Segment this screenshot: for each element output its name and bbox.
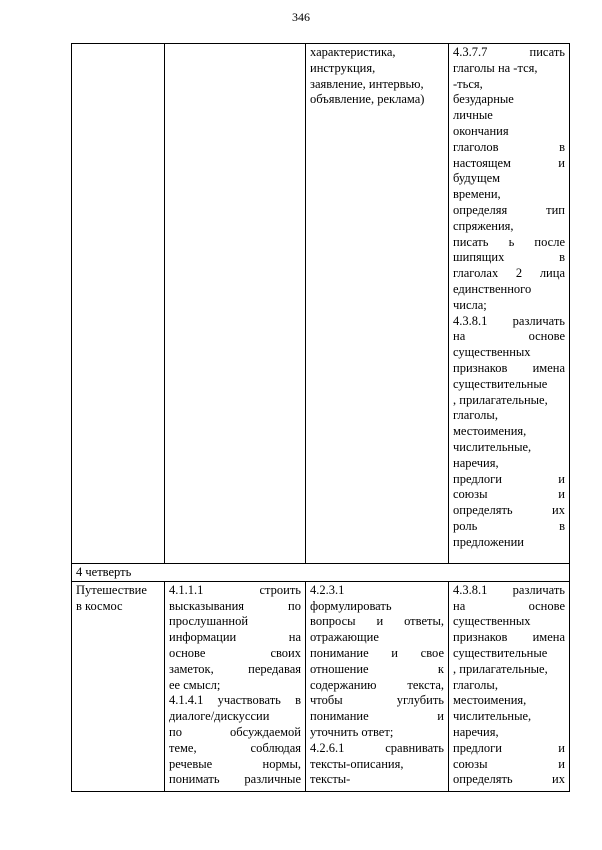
text-line: спряжения, — [453, 218, 514, 233]
text-line: писать ь после — [453, 234, 565, 249]
text-line: понимать различные — [169, 772, 301, 787]
text-line: , прилагательные, — [453, 392, 548, 407]
theme-cell — [72, 581, 165, 791]
theme-cell — [72, 44, 165, 564]
text-line: окончания — [453, 123, 509, 138]
text-line: глаголах 2 лица — [453, 266, 565, 281]
text-line: наречия, — [453, 455, 499, 470]
text-line: роль в — [453, 518, 565, 533]
text-line: 4.3.8.1 различать — [453, 582, 565, 597]
text-line: настоящем и — [453, 155, 565, 170]
text-line: 4.3.8.1 различать — [453, 313, 565, 328]
text-line: объявление, реклама) — [310, 92, 425, 107]
text-line: диалоге/дискуссии — [169, 709, 270, 724]
text-line: ее смысл; — [169, 677, 221, 692]
text-line: высказывания по — [169, 598, 301, 613]
text-line: 4.2.3.1 — [310, 582, 345, 597]
text-line: по обсуждаемой — [169, 724, 301, 739]
text-line: глаголы, — [453, 677, 498, 692]
text-line: на основе — [453, 329, 565, 344]
text-line: инструкция, — [310, 60, 376, 75]
text-line: признаков имена — [453, 630, 565, 645]
writing-cell — [449, 581, 570, 791]
text-line: заявление, интервью, — [310, 76, 424, 91]
text-line: существенных — [453, 614, 531, 629]
reading-cell — [306, 44, 449, 564]
page-number: 346 — [292, 10, 310, 24]
text-line: местоимения, — [453, 693, 527, 708]
text-line: вопросы и ответы, — [310, 614, 444, 629]
text-line: заметок, передавая — [169, 661, 301, 676]
text-line: безударные — [453, 92, 514, 107]
text-line: времени, — [453, 187, 501, 202]
text-line: характеристика, — [310, 45, 396, 59]
text-line: существительные — [453, 376, 548, 391]
text-line: личные — [453, 108, 493, 123]
text-line: тексты-описания, — [310, 756, 404, 771]
text-line: глаголы на -тся, — [453, 60, 538, 75]
text-line: теме, соблюдая — [169, 740, 301, 755]
text-line: отношение к — [310, 661, 444, 676]
text-line: тексты- — [310, 772, 351, 787]
text-line: чтобы углубить — [310, 693, 444, 708]
listening-speaking-cell — [165, 44, 306, 564]
reading-cell — [306, 581, 449, 791]
text-line: , прилагательные, — [453, 661, 548, 676]
curriculum-table — [71, 43, 570, 792]
text-line: союзы и — [453, 756, 565, 771]
text-line: предлоги и — [453, 471, 565, 486]
text-line: шипящих в — [453, 250, 565, 265]
text-line: уточнить ответ; — [310, 724, 394, 739]
text-line: наречия, — [453, 724, 499, 739]
text-line: предложении — [453, 534, 524, 549]
table-row — [72, 44, 570, 564]
text-line: предлоги и — [453, 740, 565, 755]
text-line: понимание и — [310, 709, 444, 724]
text-line: отражающие — [310, 630, 379, 645]
table-row — [72, 564, 570, 582]
text-line: Путешествие — [76, 582, 147, 597]
text-line: определяя тип — [453, 202, 565, 217]
text-line: числительные, — [453, 709, 532, 724]
text-line: числительные, — [453, 439, 532, 454]
text-line: глаголы, — [453, 408, 498, 423]
text-line: местоимения, — [453, 424, 527, 439]
text-line: будущем — [453, 171, 501, 186]
text-line: определять их — [453, 772, 565, 787]
text-line: определять их — [453, 503, 565, 518]
text-line: на основе — [453, 598, 565, 613]
quarter-label: 4 четверть — [72, 564, 570, 582]
text-line: содержанию текста, — [310, 677, 444, 692]
text-line: признаков имена — [453, 360, 565, 375]
text-line: 4.2.6.1 сравнивать — [310, 740, 444, 755]
text-line: 4.1.1.1 строить — [169, 582, 301, 597]
text-line: формулировать — [310, 598, 392, 613]
text-line: числа; — [453, 297, 487, 312]
text-line: -ться, — [453, 76, 483, 91]
text-line: 4.3.7.7 писать — [453, 45, 565, 59]
text-line: в космос — [76, 598, 123, 613]
text-line: существительные — [453, 645, 548, 660]
text-line: единственного — [453, 281, 532, 296]
text-line: глаголов в — [453, 139, 565, 154]
text-line: основе своих — [169, 645, 301, 660]
writing-cell — [449, 44, 570, 564]
text-line: 4.1.4.1 участвовать в — [169, 693, 301, 708]
text-line: речевые нормы, — [169, 756, 301, 771]
listening-speaking-cell — [165, 581, 306, 791]
text-line: информации на — [169, 630, 301, 645]
table-row — [72, 581, 570, 791]
text-line: союзы и — [453, 487, 565, 502]
text-line: прослушанной — [169, 614, 249, 629]
text-line: существенных — [453, 345, 531, 360]
text-line: понимание и свое — [310, 645, 444, 660]
